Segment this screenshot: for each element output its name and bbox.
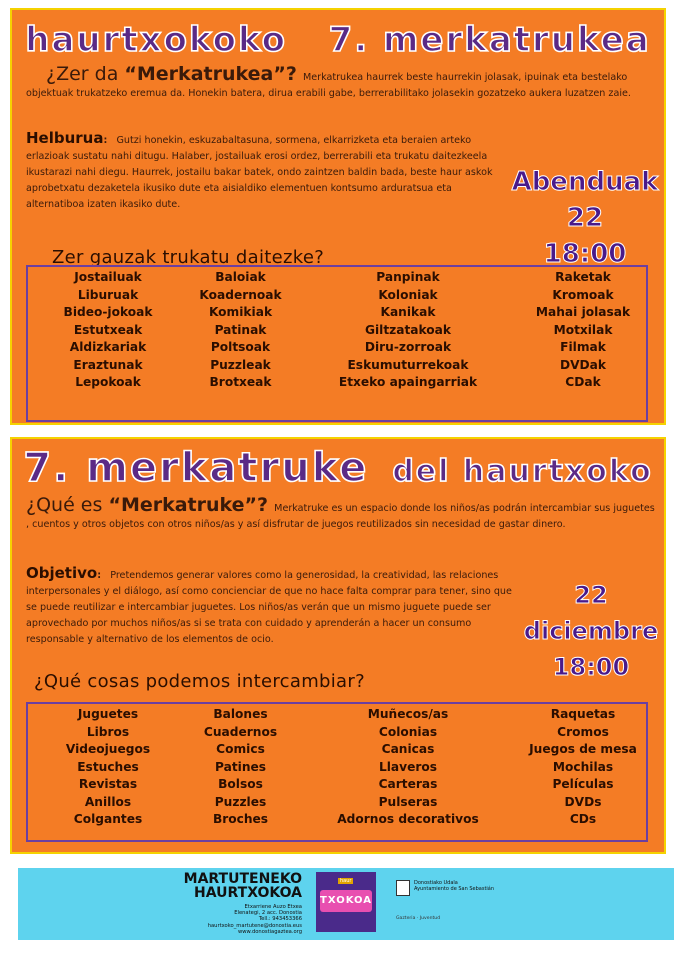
item-label: Puzzleak — [210, 357, 271, 372]
item-label: Jostailuak — [74, 270, 142, 284]
poster-title — [12, 445, 664, 491]
title-part-b: del haurtxoko — [392, 454, 653, 489]
goal-paragraph: Objetivo: Pretendemos generar valores como la generosidad, la creatividad, las relaciones interpersonales y el diálogo, así como concienciar de que no hace falta comprar para tener, sino que se puede reutilizar e intercambiar juguetes. Los niños/as verán que un mismo juguete puede ser aprovechado por muchos niños/as si se trata con cuidado y aprenderán a hacer un consumo responsable y alternativo de los elementos de ocio. — [26, 564, 512, 645]
item-label: Comics — [216, 742, 265, 756]
item-label: Anillos — [84, 794, 132, 809]
item-label: CDak — [565, 375, 601, 389]
address-line: Tell.: 943453366 — [258, 916, 302, 923]
intro-paragraph — [26, 494, 658, 533]
item-label: Muñecos/as — [367, 707, 449, 721]
item-label: Estutxeak — [73, 322, 143, 337]
item-label: Puzzles — [214, 794, 267, 809]
address-line: Elenategi, 2 acc. Donostia — [234, 910, 302, 917]
intro-text: Merkatruke es un espacio donde los niños/as podrán intercambiar sus juguetes , cuentos y otros objetos con otros niños/as y así disfrutar de juegos reutilizados sin necesidad de gastar dinero. — [26, 503, 655, 530]
goal-label: Objetivo — [26, 564, 98, 582]
item-label: Diru-zorroak — [364, 340, 452, 354]
poster-basque — [10, 8, 666, 425]
item-label: Carteras — [378, 777, 438, 791]
items-box — [26, 702, 648, 842]
item-label: Bideo-jokoak — [63, 305, 153, 319]
org-name: MARTUTENEKO HAURTXOKOA — [183, 871, 302, 901]
intro-text: Merkatrukea haurrek beste haurrekin jolasak, ipuinak eta bestelako objektuak trukatzeko eremua da. Honekin batera, dirua erabili gabe, berrerabilitako jolasekin gozatzeko aukera luzatzen zaie. — [26, 72, 631, 99]
address-line: haurtxoko_martutene@donostia.eus — [207, 922, 302, 929]
item-label: Giltzatakoak — [364, 322, 452, 337]
item-label: Pulseras — [378, 794, 438, 809]
event-date: 22 diciembre 18:00 — [523, 581, 659, 681]
item-label: Koadernoak — [199, 287, 282, 302]
item-label: Eraztunak — [73, 357, 143, 372]
goal-text: Gutzi honekin, eskuzabaltasuna, sormena, elkarrizketa eta beraien arteko erlazioak sustatu nahi ditugu. Halaber, jostailuak erosi ordez, berrerabili eta trukatu daitezkeela ikustarazi nahi diegu. Haurrek, jostailu bakar batek, ondo zaintzen baldin bada, beste haur askok aprobetxatu dezaketela ikusiko dute eta aisialdiko elementuen kontsumo arduratsua eta alternatiboa izaten ikasiko dute. — [26, 135, 493, 210]
item-label: Poltsoak — [210, 340, 271, 354]
org-address — [178, 904, 302, 935]
item-label: CDs — [569, 812, 597, 826]
item-label: Brotxeak — [209, 375, 272, 389]
item-label: Lepokoak — [75, 375, 141, 389]
items-box — [26, 265, 648, 422]
item-label: Filmak — [560, 340, 606, 354]
item-label: Panpinak — [376, 270, 440, 284]
item-label: Llaveros — [378, 759, 437, 774]
item-label: Juegos de mesa — [529, 742, 637, 756]
item-label: Patinak — [214, 322, 267, 337]
item-label: Aldizkariak — [69, 340, 147, 354]
item-label: Mahai jolasak — [535, 305, 631, 319]
item-label: DVDak — [560, 357, 606, 372]
item-label: Motxilak — [553, 322, 613, 337]
item-label: Eskumuturrekoak — [347, 357, 469, 372]
item-label: Kromoak — [552, 287, 614, 302]
item-label: Raketak — [555, 270, 611, 284]
question-heading: ¿Zer da “Merkatrukea”? — [46, 63, 297, 85]
items-grid — [28, 267, 646, 392]
item-label: Liburuak — [77, 287, 139, 302]
item-label: Juguetes — [77, 707, 139, 721]
poster-spanish — [10, 437, 666, 854]
city-shield-icon — [396, 880, 410, 896]
sponsor-footer — [18, 868, 674, 940]
address-line: Etxarriene Auzo Etxea — [244, 904, 302, 910]
title-part-a: haurtxokoko — [25, 20, 288, 60]
goal-label: Helburua — [26, 129, 104, 147]
item-label: Libros — [86, 724, 130, 739]
item-label: Baloiak — [215, 270, 266, 284]
poster-title — [12, 20, 664, 60]
youth-dept-text: Gazteria · Juventud — [396, 916, 441, 921]
goal-paragraph: Helburua: Gutzi honekin, eskuzabaltasuna, sormena, elkarrizketa eta beraien arteko erlazioak sustatu nahi ditugu. Halaber, jostailuak erosi ordez, berrerabili eta trukatu daitezkeela ikustarazi nahi diegu. Haurrek, jostailu bakar batek, ondo zaintzen baldin bada, beste haur askok aprobetxatu dezaketela ikusiko dute eta aisialdiko elementuen kontsumo arduratsua eta alternatiboa izaten ikasiko dute. — [26, 129, 493, 210]
item-label: Mochilas — [552, 759, 614, 774]
item-label: Balones — [213, 707, 268, 721]
item-label: DVDs — [564, 794, 602, 809]
title-part-a: 7. merkatruke — [23, 445, 369, 491]
item-label: Komikiak — [208, 305, 273, 319]
item-label: Etxeko apaingarriak — [338, 375, 478, 389]
items-grid — [28, 704, 646, 829]
item-label: Revistas — [78, 777, 138, 791]
title-part-b: 7. merkatrukea — [328, 20, 651, 60]
items-heading: ¿Qué cosas podemos intercambiar? — [34, 671, 365, 692]
address-line: www.donostiagaztea.org — [238, 928, 302, 935]
item-label: Colonias — [378, 724, 438, 739]
items-heading: Zer gauzak trukatu daitezke? — [52, 247, 325, 268]
city-council-text: Donostiako Udala Ayuntamiento de San Sebastián — [414, 880, 495, 892]
item-label: Patines — [214, 759, 267, 774]
item-label: Cromos — [557, 724, 609, 739]
item-label: Estuches — [77, 759, 139, 774]
item-label: Cuadernos — [203, 724, 278, 739]
goal-text: Pretendemos generar valores como la generosidad, la creatividad, las relaciones interpersonales y el diálogo, así como concienciar de que no hace falta comprar para tener, sino que se puede reutilizar e intercambiar juguetes. Los niños/as verán que un mismo juguete puede ser aprovechado por muchos niños/as si se trata con cuidado y aprenderán a hacer un consumo responsable y alternativo de los elementos de ocio. — [26, 570, 512, 645]
item-label: Canicas — [381, 742, 435, 756]
item-label: Adornos decorativos — [337, 812, 479, 826]
question-heading: ¿Qué es “Merkatruke”? — [26, 494, 269, 516]
item-label: Koloniak — [378, 287, 438, 302]
item-label: Raquetas — [550, 707, 616, 721]
intro-paragraph — [26, 63, 652, 102]
haurtxokoa-logo: haur TXOKOA — [316, 872, 376, 932]
item-label: Kanikak — [380, 305, 436, 319]
item-label: Colgantes — [73, 812, 143, 826]
event-date: Abenduak 22 18:00 — [511, 167, 659, 269]
item-label: Broches — [212, 812, 269, 826]
item-label: Videojuegos — [65, 742, 151, 756]
item-label: Bolsos — [218, 777, 263, 791]
item-label: Películas — [552, 777, 614, 791]
